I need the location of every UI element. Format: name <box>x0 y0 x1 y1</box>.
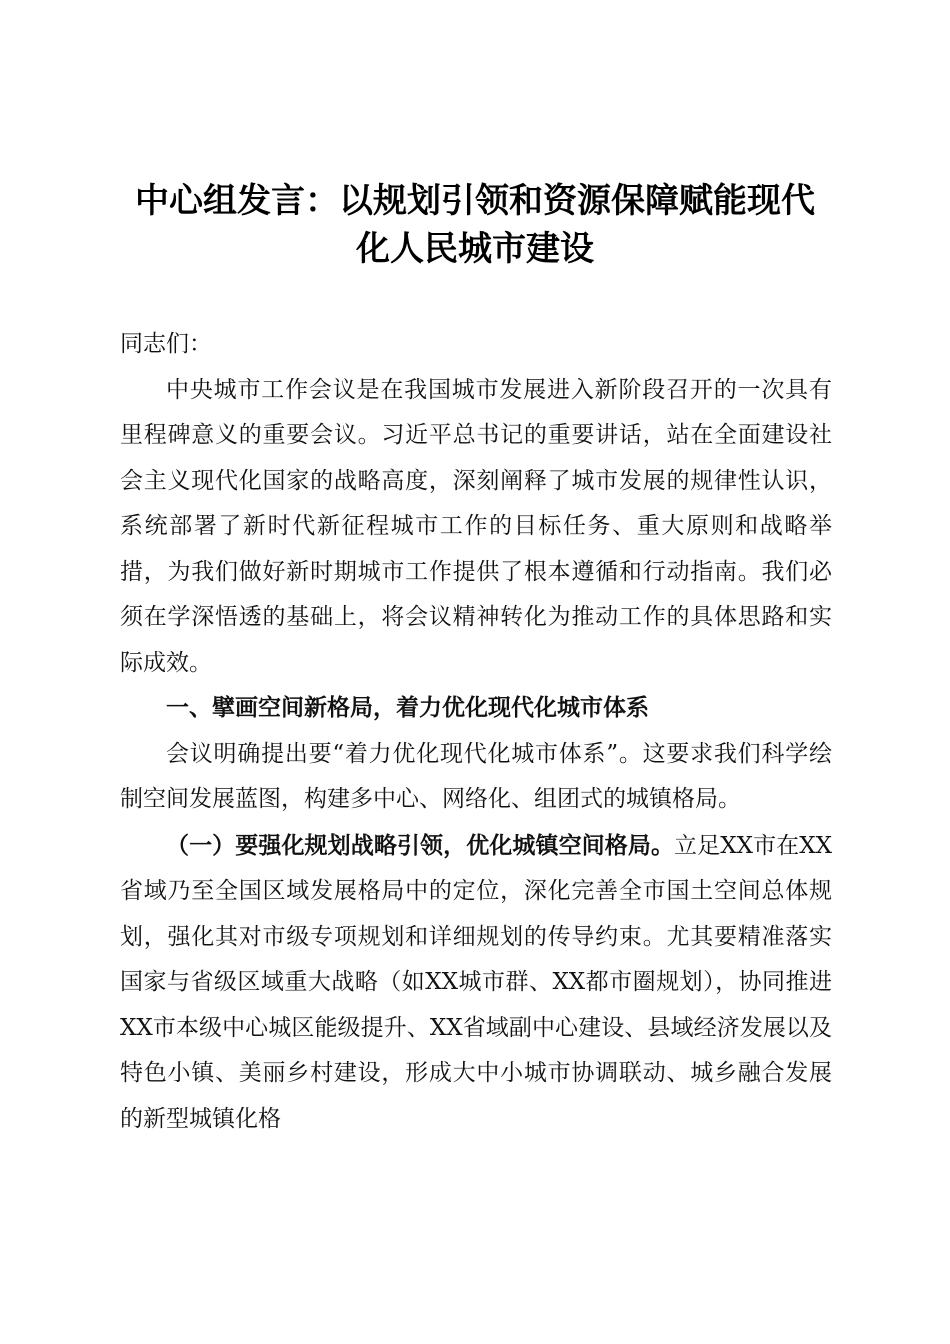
document-title-line-1: 中心组发言：以规划引领和资源保障赋能现代 <box>135 181 815 221</box>
subsection-heading-1: （一）要强化规划战略引领，优化城镇空间格局。 <box>166 831 675 859</box>
paragraph-section-1: 会议明确提出要“着力优化现代化城市体系”。这要求我们科学绘制空间发展蓝图，构建多中心、网络化、组团式的城镇格局。 <box>120 740 832 812</box>
paragraph-intro: 中央城市工作会议是在我国城市发展进入新阶段召开的一次具有里程碑意义的重要会议。习近平总书记的重要讲话，站在全面建设社会主义现代化国家的战略高度，深刻阐释了城市发展的规律性认识，系统部署了新时代新征程城市工作的目标任务、重大原则和战略举措，为我们做好新时期城市工作提供了根本遵循和行动指南。我们必须在学深悟透的基础上，将会议精神转化为推动工作的具体思路和实际成效。 <box>120 376 832 676</box>
subsection-1-body: 立足XX市在XX省域乃至全国区域发展格局中的定位，深化完善全市国土空间总体规划，强化其对市级专项规划和详细规划的传导约束。尤其要精准落实国家与省级区域重大战略（如XX城市群、XX都市圈规划），协同推进XX市本级中心城区能级提升、XX省域副中心建设、县域经济发展以及特色小镇、美丽乡村建设，形成大中小城市协调联动、城乡融合发展的新型城镇化格 <box>120 832 833 1132</box>
document-title-line-2: 化人民城市建设 <box>356 229 594 269</box>
document-body <box>120 322 832 1142</box>
section-heading-1: 一、擘画空间新格局，着力优化现代化城市体系 <box>166 695 649 721</box>
salutation: 同志们： <box>120 331 212 357</box>
paragraph-subsection-1 <box>120 823 832 1143</box>
